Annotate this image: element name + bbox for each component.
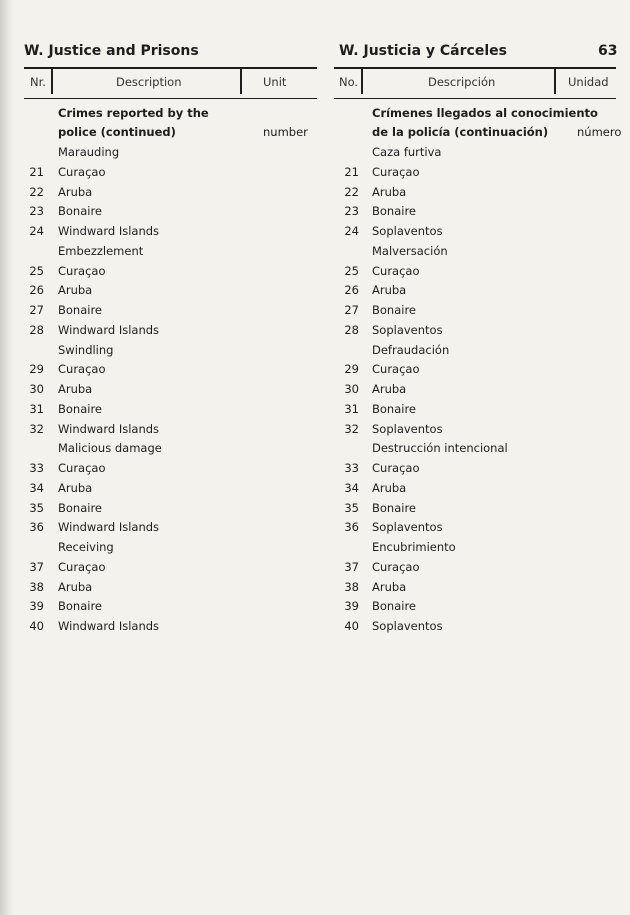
right-row-number: 33 — [344, 461, 359, 475]
right-row-label: Curaçao — [372, 263, 420, 278]
right-row-label: Aruba — [372, 184, 407, 199]
right-row-number: 25 — [344, 263, 359, 278]
right-row-number: 28 — [344, 322, 359, 337]
left-row-number: 22 — [29, 184, 44, 199]
left-row-label: Windward Islands — [58, 520, 160, 535]
right-row-number: 27 — [344, 303, 359, 317]
right-row-number: 29 — [344, 362, 359, 377]
right-row-label: Curaçao — [372, 559, 420, 574]
left-row-number: 24 — [29, 224, 44, 238]
left-row-number: 29 — [29, 362, 44, 377]
right-row-label: Bonaire — [372, 204, 417, 219]
left-row-label: Aruba — [58, 480, 93, 495]
right-row-number: 32 — [344, 421, 359, 436]
right-intro-line2: de la policía (continuación) — [372, 125, 549, 139]
right-intro-unit: número — [577, 125, 622, 139]
page-edge-shadow — [0, 0, 14, 915]
left-group-heading: Marauding — [58, 145, 120, 159]
right-row-number: 36 — [344, 520, 359, 535]
right-row-label: Soplaventos — [372, 619, 443, 633]
left-row-label: Windward Islands — [58, 224, 160, 238]
right-row-label: Bonaire — [372, 401, 417, 416]
right-row-label: Aruba — [372, 382, 407, 396]
left-row-number: 30 — [29, 382, 44, 396]
right-row-label: Soplaventos — [372, 322, 443, 337]
left-row-number: 39 — [29, 599, 44, 614]
right-row-number: 22 — [344, 184, 359, 199]
left-row-label: Bonaire — [58, 500, 103, 515]
left-group-heading: Receiving — [58, 540, 114, 554]
right-row-number: 21 — [344, 164, 359, 179]
right-row-label: Bonaire — [372, 303, 417, 317]
right-group-heading: Defraudación — [372, 342, 450, 357]
right-row-label: Curaçao — [372, 164, 420, 179]
left-row-number: 36 — [29, 520, 44, 535]
left-header-nr: Nr. — [30, 75, 46, 89]
right-group-heading: Caza furtiva — [372, 145, 442, 159]
left-intro-line1: Crimes reported by the — [58, 106, 209, 120]
right-row-number: 23 — [344, 204, 359, 219]
left-row-label: Bonaire — [58, 599, 103, 614]
left-row-number: 38 — [29, 579, 44, 594]
right-row-number: 37 — [344, 559, 359, 574]
left-row-label: Bonaire — [58, 303, 103, 317]
left-row-label: Curaçao — [58, 461, 106, 475]
right-row-number: 30 — [344, 382, 359, 396]
left-header-description: Description — [116, 75, 182, 89]
left-row-number: 21 — [29, 164, 44, 179]
left-row-number: 33 — [29, 461, 44, 475]
left-row-number: 35 — [29, 500, 44, 515]
right-row-number: 24 — [344, 224, 359, 238]
right-row-number: 39 — [344, 599, 359, 614]
right-row-label: Curaçao — [372, 461, 420, 475]
left-row-number: 32 — [29, 421, 44, 436]
right-header-description: Descripción — [428, 75, 496, 89]
left-group-heading: Embezzlement — [58, 243, 144, 258]
right-row-label: Soplaventos — [372, 421, 443, 436]
right-group-heading: Encubrimiento — [372, 540, 456, 554]
left-row-label: Aruba — [58, 579, 93, 594]
left-group-heading: Swindling — [58, 342, 114, 357]
right-row-label: Bonaire — [372, 500, 417, 515]
left-row-label: Curaçao — [58, 559, 106, 574]
left-intro-unit: number — [263, 125, 308, 139]
left-header-divider-1 — [51, 69, 53, 94]
right-row-label: Soplaventos — [372, 520, 443, 535]
right-row-number: 40 — [344, 619, 359, 633]
left-row-number: 28 — [29, 322, 44, 337]
right-group-heading: Destrucción intencional — [372, 441, 508, 456]
right-header-divider-1 — [361, 69, 363, 94]
left-row-label: Bonaire — [58, 401, 103, 416]
right-section-title: W. Justicia y Cárceles — [339, 43, 507, 59]
left-row-number: 25 — [29, 263, 44, 278]
right-row-label: Soplaventos — [372, 224, 443, 238]
left-row-number: 40 — [29, 619, 44, 633]
right-row-number: 31 — [344, 401, 359, 416]
left-row-label: Curaçao — [58, 263, 106, 278]
right-row-number: 35 — [344, 500, 359, 515]
left-row-number: 23 — [29, 204, 44, 219]
left-row-label: Windward Islands — [58, 421, 160, 436]
right-row-number: 38 — [344, 579, 359, 594]
left-row-number: 27 — [29, 303, 44, 317]
left-header-unit: Unit — [263, 75, 287, 89]
right-header-nr: No. — [339, 75, 359, 89]
left-row-label: Aruba — [58, 283, 93, 298]
left-row-number: 34 — [29, 480, 44, 495]
right-row-label: Curaçao — [372, 362, 420, 377]
right-row-number: 26 — [344, 283, 359, 298]
left-group-heading: Malicious damage — [58, 441, 162, 456]
right-group-heading: Malversación — [372, 243, 448, 258]
right-row-number: 34 — [344, 480, 359, 495]
right-header-unit: Unidad — [568, 75, 609, 89]
right-row-label: Aruba — [372, 480, 407, 495]
left-row-label: Windward Islands — [58, 619, 160, 633]
left-row-label: Aruba — [58, 382, 93, 396]
left-row-label: Windward Islands — [58, 322, 160, 337]
left-row-number: 31 — [29, 401, 44, 416]
left-section-title: W. Justice and Prisons — [24, 43, 199, 59]
right-row-label: Aruba — [372, 579, 407, 594]
left-row-label: Curaçao — [58, 164, 106, 179]
right-header-divider-2 — [554, 69, 556, 94]
left-row-label: Bonaire — [58, 204, 103, 219]
left-intro-line2: police (continued) — [58, 125, 176, 139]
page-number: 63 — [598, 43, 618, 59]
left-row-number: 37 — [29, 559, 44, 574]
right-row-label: Bonaire — [372, 599, 417, 614]
left-header-divider-2 — [240, 69, 242, 94]
left-row-label: Curaçao — [58, 362, 106, 377]
left-row-number: 26 — [29, 283, 44, 298]
right-row-label: Aruba — [372, 283, 407, 298]
left-row-label: Aruba — [58, 184, 93, 199]
right-intro-line1: Crímenes llegados al conocimiento — [372, 106, 598, 120]
